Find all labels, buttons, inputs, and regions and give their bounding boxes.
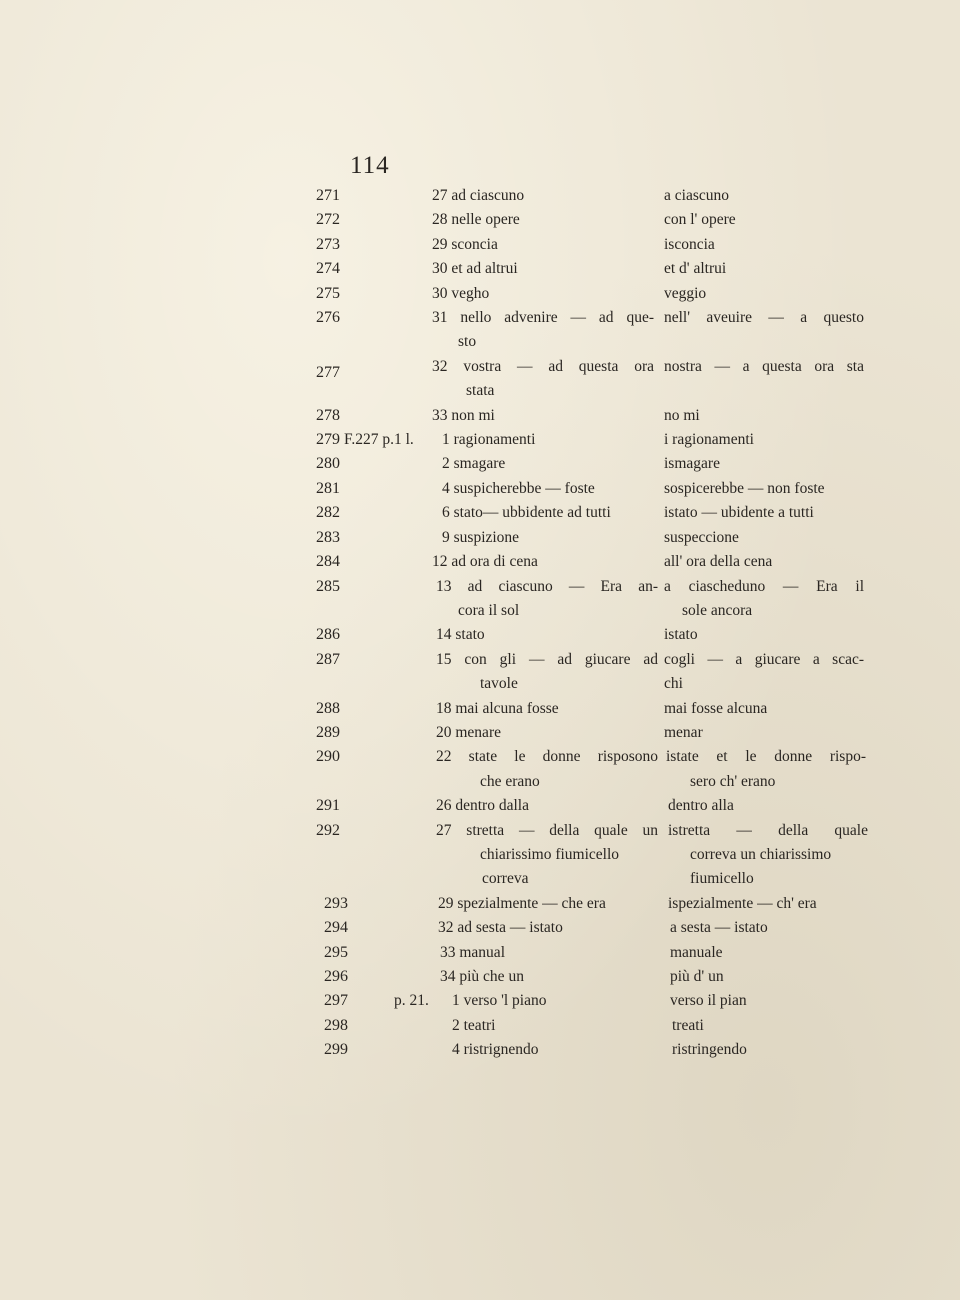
entry-original-text: 26 dentro dalla <box>436 797 529 815</box>
entry-original-text: 28 nelle opere <box>432 211 520 229</box>
entry-correct-reading: verso il pian <box>670 992 747 1010</box>
entry-correct-reading: nostra — a questa ora sta <box>664 357 864 375</box>
entry-correct-reading: ismagare <box>664 455 720 473</box>
entry-correct-reading: et d' altrui <box>664 260 727 278</box>
errata-entry-continuation <box>0 843 960 867</box>
errata-entry <box>0 575 960 599</box>
errata-entry-continuation <box>0 672 960 696</box>
entry-correct-continuation: sero ch' erano <box>690 772 776 790</box>
entry-number: 274 <box>316 260 340 278</box>
entry-number: 292 <box>316 821 340 839</box>
errata-entry <box>0 282 960 306</box>
entry-original-text: 6 stato— ubbidente ad tutti <box>442 504 611 522</box>
errata-entry <box>0 623 960 647</box>
entry-number: 272 <box>316 211 340 229</box>
entry-number: 290 <box>316 748 340 766</box>
entry-original-text: 15 con gli — ad giucare ad <box>436 650 658 668</box>
entry-correct-reading: istato <box>664 626 698 644</box>
entry-original-text: 29 spezialmente — che era <box>438 894 606 912</box>
entry-correct-continuation: sole ancora <box>682 601 753 619</box>
errata-entry-continuation <box>0 599 960 623</box>
entry-correct-continuation: chi <box>664 675 683 693</box>
entry-correct-reading: a ciascuno <box>664 187 729 204</box>
errata-entry <box>0 452 960 476</box>
errata-entry <box>0 648 960 672</box>
errata-entry <box>0 745 960 769</box>
entry-number: 288 <box>316 699 340 717</box>
entry-number: 294 <box>324 919 348 937</box>
errata-entry <box>0 355 960 379</box>
errata-entry <box>0 721 960 745</box>
entry-correct-reading: suspeccione <box>664 528 739 546</box>
entry-page-reference: p. 21. <box>394 992 429 1010</box>
entry-original-text: 33 manual <box>440 943 505 961</box>
entry-original-text: 2 teatri <box>452 1016 496 1034</box>
errata-entry <box>0 306 960 330</box>
entry-correct-reading: con l' opere <box>664 211 736 229</box>
errata-entry <box>0 257 960 281</box>
entry-number: 284 <box>316 553 340 571</box>
entry-page-reference: F.227 p.1 l. <box>344 431 414 449</box>
entry-correct-reading: istate et le donne rispo- <box>666 748 866 766</box>
entry-number: 295 <box>324 943 348 961</box>
entry-correct-reading: a ciascheduno — Era il <box>664 577 864 595</box>
entry-original-text: 34 più che un <box>440 968 524 985</box>
errata-entry <box>0 965 960 989</box>
entry-original-text: 27 stretta — della quale un <box>436 821 658 839</box>
errata-entry <box>0 404 960 428</box>
entry-number: 296 <box>324 968 348 985</box>
entry-original-text: 4 suspicherebbe — foste <box>442 479 595 497</box>
entry-original-continuation: tavole <box>480 675 518 693</box>
errata-entry-continuation <box>0 330 960 354</box>
errata-entry <box>0 794 960 818</box>
entry-original-text: 31 nello advenire — ad que- <box>432 309 654 327</box>
entry-correct-reading: manuale <box>670 943 723 961</box>
entry-correct-reading: istato — ubidente a tutti <box>664 504 814 522</box>
errata-entry <box>0 989 960 1013</box>
entry-original-text: 22 state le donne risposono <box>436 748 658 766</box>
errata-list <box>0 184 960 1063</box>
entry-correct-reading: più d' un <box>670 968 724 985</box>
entry-number: 299 <box>324 1041 348 1059</box>
entry-original-text: 20 menare <box>436 723 501 741</box>
errata-entry-continuation <box>0 867 960 891</box>
entry-correct-reading: menar <box>664 723 703 741</box>
errata-entry-continuation <box>0 379 960 403</box>
entry-number: 280 <box>316 455 340 473</box>
entry-correct-reading: veggio <box>664 284 707 302</box>
errata-entry <box>0 428 960 452</box>
entry-original-text: 1 verso 'l piano <box>452 992 547 1010</box>
entry-original-text: 32 ad sesta — istato <box>438 919 563 937</box>
entry-original-text: 18 mai alcuna fosse <box>436 699 559 717</box>
errata-entry <box>0 941 960 965</box>
entry-number: 293 <box>324 894 348 912</box>
errata-entry <box>0 697 960 721</box>
entry-correct-reading: a sesta — istato <box>670 919 768 937</box>
entry-original-continuation: chiarissimo fiumicello <box>480 845 620 863</box>
errata-entry <box>0 184 960 208</box>
entry-original-continuation: correva <box>482 870 529 888</box>
entry-number: 282 <box>316 504 340 522</box>
entry-original-text: 13 ad ciascuno — Era an- <box>436 577 658 595</box>
entry-correct-reading: all' ora della cena <box>664 553 773 571</box>
entry-original-text: 4 ristrignendo <box>452 1041 539 1059</box>
errata-entry-continuation <box>0 770 960 794</box>
entry-correct-continuation: correva un chiarissimo <box>690 845 832 863</box>
entry-correct-reading: cogli — a giucare a scac- <box>664 650 864 668</box>
entry-number: 285 <box>316 577 340 595</box>
entry-original-text: 1 ragionamenti <box>442 431 536 449</box>
entry-original-text: 33 non mi <box>432 406 495 424</box>
entry-correct-reading: dentro alla <box>668 797 734 815</box>
entry-original-text: 9 suspizione <box>442 528 520 546</box>
entry-correct-reading: isconcia <box>664 235 715 253</box>
entry-number: 286 <box>316 626 340 644</box>
entry-correct-reading: mai fosse alcuna <box>664 699 768 717</box>
errata-entry <box>0 1014 960 1038</box>
entry-original-text: 32 vostra — ad questa ora <box>432 357 654 375</box>
entry-correct-reading: sospicerebbe — non foste <box>664 479 825 497</box>
errata-entry <box>0 1038 960 1062</box>
errata-entry <box>0 477 960 501</box>
entry-number: 275 <box>316 284 340 302</box>
entry-correct-continuation: fiumicello <box>690 870 754 888</box>
errata-entry <box>0 526 960 550</box>
entry-original-continuation: sto <box>458 333 477 351</box>
entry-correct-reading: nell' aveuire — a questo <box>664 309 864 327</box>
entry-number: 271 <box>316 187 340 204</box>
entry-correct-reading: ristringendo <box>672 1041 747 1059</box>
entry-number: 289 <box>316 723 340 741</box>
errata-entry <box>0 208 960 232</box>
errata-entry <box>0 550 960 574</box>
entry-correct-reading: ispezialmente — ch' era <box>668 894 817 912</box>
entry-original-continuation: stata <box>466 382 495 400</box>
errata-entry <box>0 233 960 257</box>
entry-number: 291 <box>316 797 340 815</box>
errata-entry <box>0 819 960 843</box>
entry-correct-reading: no mi <box>664 406 700 424</box>
entry-original-continuation: cora il sol <box>458 601 520 619</box>
entry-number: 298 <box>324 1016 348 1034</box>
errata-entry <box>0 916 960 940</box>
entry-number: 287 <box>316 650 340 668</box>
entry-original-text: 30 et ad altrui <box>432 260 518 278</box>
entry-original-text: 2 smagare <box>442 455 506 473</box>
entry-correct-reading: i ragionamenti <box>664 431 754 449</box>
entry-original-text: 30 vegho <box>432 284 490 302</box>
page-number: 114 <box>350 152 390 179</box>
entry-number: 297 <box>324 992 348 1010</box>
entry-number: 276 <box>316 309 340 327</box>
errata-entry <box>0 501 960 525</box>
entry-original-continuation: che erano <box>480 772 540 790</box>
entry-number: 281 <box>316 479 340 497</box>
entry-correct-reading: treati <box>672 1016 704 1034</box>
entry-correct-reading: istretta — della quale <box>668 821 868 839</box>
entry-original-text: 14 stato <box>436 626 485 644</box>
errata-entry <box>0 892 960 916</box>
entry-number: 278 <box>316 406 340 424</box>
entry-original-text: 27 ad ciascuno <box>432 187 525 204</box>
entry-original-text: 12 ad ora di cena <box>432 553 538 571</box>
entry-number: 277 <box>316 363 340 381</box>
entry-original-text: 29 sconcia <box>432 235 498 253</box>
entry-number: 283 <box>316 528 340 546</box>
entry-number: 273 <box>316 235 340 253</box>
entry-number: 279 <box>316 431 340 449</box>
